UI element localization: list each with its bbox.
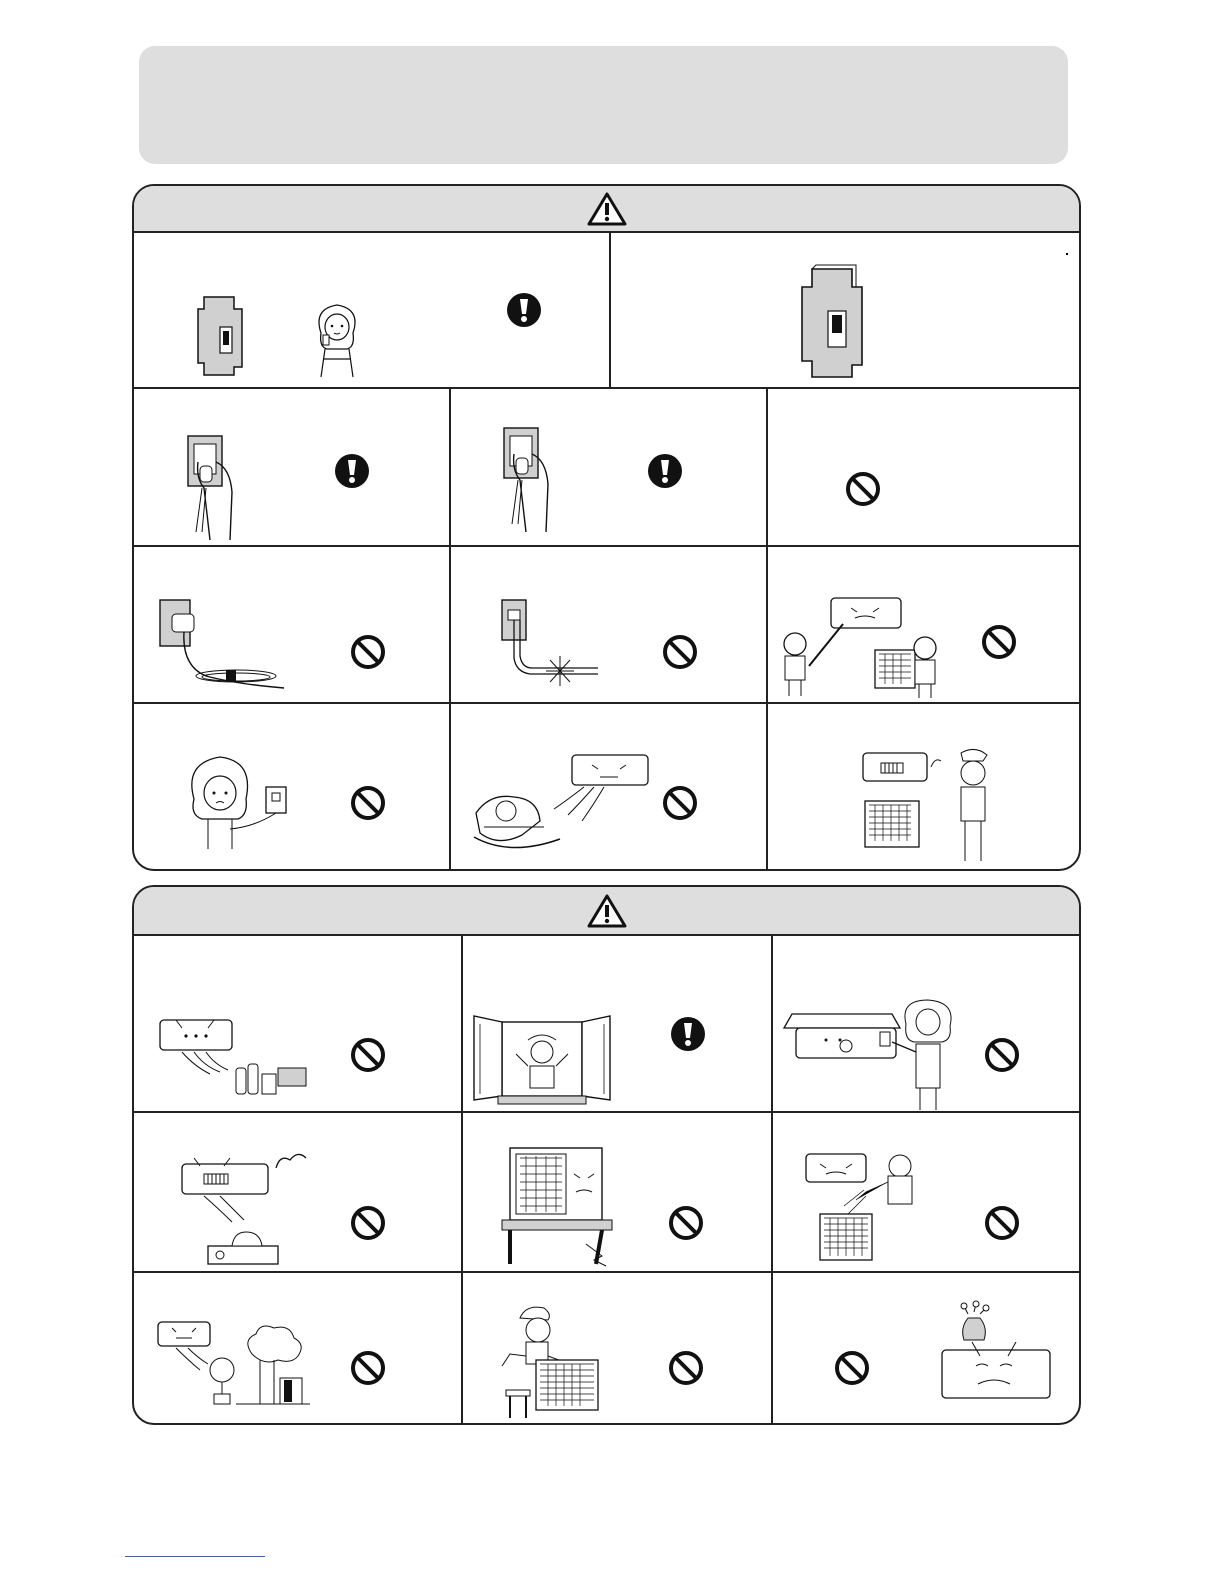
- mandatory-exclamation-icon: [647, 453, 683, 489]
- prohibited-icon: [350, 634, 386, 670]
- prohibited-icon: [350, 1350, 386, 1386]
- bundled-cord-illustration: [156, 596, 288, 696]
- warning-cell-r2c3: [767, 388, 1081, 546]
- title-banner: [139, 46, 1068, 164]
- vase-on-unit-illustration: [940, 1304, 1052, 1404]
- caution-cell-r1c3: [772, 934, 1081, 1112]
- caution-cell-r2c2: [462, 1112, 772, 1272]
- prohibited-icon: [662, 785, 698, 821]
- warning-cell-r1c2: [610, 231, 1081, 388]
- caution-cell-r1c1: [134, 934, 462, 1112]
- children-poking-unit-illustration: [779, 596, 949, 702]
- prohibited-icon: [350, 785, 386, 821]
- warning-cell-r4c3: [767, 703, 1081, 871]
- water-spray-illustration: [804, 1152, 934, 1266]
- warning-cell-r4c2: [450, 703, 767, 871]
- caution-panel: [132, 885, 1081, 1425]
- breaker-switch-illustration: [802, 269, 868, 379]
- prohibited-icon: [350, 1205, 386, 1241]
- mandatory-exclamation-icon: [670, 1016, 706, 1052]
- caution-cell-r3c1: [134, 1272, 462, 1425]
- prohibited-icon: [981, 624, 1017, 660]
- prohibited-icon: [834, 1350, 870, 1386]
- warning-cell-r4c1: [134, 703, 450, 871]
- caution-cell-r3c3: [772, 1272, 1081, 1425]
- wet-hands-plug-illustration: [184, 753, 304, 853]
- mandatory-exclamation-icon: [506, 292, 542, 328]
- dot-mark: [1066, 253, 1068, 255]
- person-in-airflow-illustration: [861, 747, 1001, 865]
- warning-cell-r2c2: [450, 388, 767, 546]
- prohibited-icon: [668, 1350, 704, 1386]
- mandatory-exclamation-icon: [334, 453, 370, 489]
- prohibited-icon: [662, 634, 698, 670]
- warning-cell-r2c1: [134, 388, 450, 546]
- prohibited-icon: [984, 1037, 1020, 1073]
- open-window-illustration: [472, 1014, 612, 1106]
- damaged-cord-illustration: [500, 598, 600, 688]
- warning-panel: [132, 184, 1081, 871]
- warning-cell-r3c3: [767, 546, 1081, 703]
- footer-link-underline: [125, 1556, 265, 1557]
- warning-cell-r3c2: [450, 546, 767, 703]
- hand-plug-illustration: [500, 424, 560, 534]
- prohibited-icon: [845, 471, 881, 507]
- baby-in-airflow-illustration: [470, 751, 652, 851]
- prohibited-icon: [668, 1205, 704, 1241]
- food-storage-illustration: [158, 1016, 308, 1100]
- person-on-phone-illustration: [307, 297, 367, 377]
- prohibited-icon: [350, 1037, 386, 1073]
- unstable-stand-illustration: [502, 1144, 614, 1268]
- breaker-switch-illustration: [198, 297, 248, 377]
- plants-in-airflow-illustration: [156, 1320, 312, 1406]
- caution-cell-r3c2: [462, 1272, 772, 1425]
- hand-plug-illustration: [184, 432, 244, 542]
- warning-cell-r3c1: [134, 546, 450, 703]
- hand-in-unit-illustration: [782, 1000, 962, 1112]
- warning-cell-r1c1: [134, 231, 610, 388]
- prohibited-icon: [984, 1205, 1020, 1241]
- stove-under-airflow-illustration: [180, 1148, 310, 1266]
- caution-cell-r2c1: [134, 1112, 462, 1272]
- caution-cell-r1c2: [462, 934, 772, 1112]
- caution-cell-r2c3: [772, 1112, 1081, 1272]
- child-climbing-unit-illustration: [500, 1304, 604, 1420]
